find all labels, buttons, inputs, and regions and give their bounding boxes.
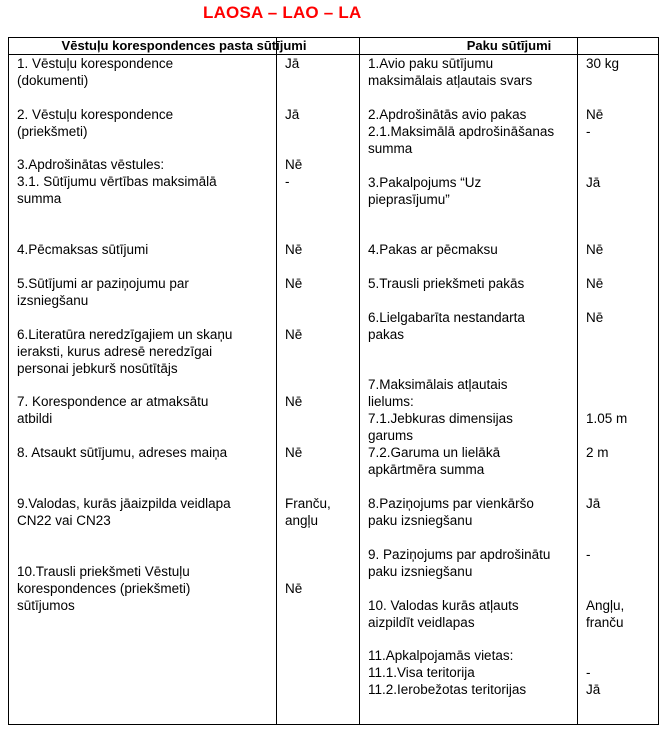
letter-row-label: 4.Pēcmaksas sūtījumi bbox=[17, 242, 149, 257]
parcel-row-value: Nē - bbox=[586, 107, 604, 139]
parcel-row-label: 3.Pakalpojums “Uz pieprasījumu” bbox=[368, 175, 482, 207]
letter-row-label: 3.Apdrošinātas vēstules: 3.1. Sūtījumu vērtības maksimālā summa bbox=[17, 157, 217, 206]
parcel-row-value: - Jā bbox=[586, 665, 601, 697]
letter-row-value: Nē bbox=[285, 242, 303, 257]
letter-row-label: 8. Atsaukt sūtījumu, adreses maiņa bbox=[17, 445, 228, 460]
column-divider bbox=[359, 38, 360, 724]
parcel-row-value: Jā bbox=[586, 175, 601, 190]
letter-row-label: 9.Valodas, kurās jāaizpilda veidlapa CN22 vai CN23 bbox=[17, 496, 231, 528]
letter-row-value: Nē bbox=[285, 394, 303, 409]
parcel-row-value: Nē bbox=[586, 242, 604, 257]
letter-row-value: Nē bbox=[285, 327, 303, 342]
column-divider bbox=[276, 38, 277, 724]
parcel-row-value: Angļu, franču bbox=[586, 598, 625, 630]
letter-row-label: 5.Sūtījumi ar paziņojumu par izsniegšanu bbox=[17, 276, 189, 308]
parcel-row-label: 1.Avio paku sūtījumu maksimālais atļautais svars bbox=[368, 56, 533, 88]
parcel-row-label: 11.Apkalpojamās vietas: 11.1.Visa teritorija 11.2.Ierobežotas teritorijas bbox=[368, 648, 527, 697]
letter-row-label: 10.Trausli priekšmeti Vēstuļu korespondences (priekšmeti) sūtījumos bbox=[17, 564, 191, 613]
parcel-row-label: 7.Maksimālais atļautais lielums: 7.1.Jebkuras dimensijas garums 7.2.Garuma un lielākā apkārtmēra summa bbox=[368, 377, 513, 477]
letter-row-label: 7. Korespondence ar atmaksātu atbildi bbox=[17, 394, 209, 426]
services-table bbox=[8, 37, 659, 725]
parcel-row-value: 30 kg bbox=[586, 56, 620, 71]
parcel-row-label: 5.Trausli priekšmeti pakās bbox=[368, 276, 525, 291]
letter-row-value: Jā bbox=[285, 107, 300, 122]
header-letter-items: Vēstuļu korespondences pasta sūtījumi bbox=[61, 38, 307, 53]
letter-row-value: Nē - bbox=[285, 157, 303, 189]
parcel-row-label: 6.Lielgabarīta nestandarta pakas bbox=[368, 310, 525, 342]
letter-row-value: Franču, angļu bbox=[285, 496, 331, 528]
page-title: LAOSA – LAO – LA bbox=[203, 3, 362, 22]
column-divider bbox=[577, 38, 578, 724]
letter-row-label: 2. Vēstuļu korespondence (priekšmeti) bbox=[17, 107, 174, 139]
parcel-row-label: 9. Paziņojums par apdrošinātu paku izsniegšanu bbox=[368, 547, 551, 579]
parcel-row-value: Jā bbox=[586, 496, 601, 511]
parcel-row-value: Nē bbox=[586, 276, 604, 291]
letter-row-value: Nē bbox=[285, 581, 303, 596]
parcel-row-label: 4.Pakas ar pēcmaksu bbox=[368, 242, 498, 257]
header-parcels: Paku sūtījumi bbox=[466, 38, 552, 53]
letter-row-value: Nē bbox=[285, 445, 303, 460]
letter-row-value: Nē bbox=[285, 276, 303, 291]
letter-row-label: 1. Vēstuļu korespondence (dokumenti) bbox=[17, 56, 174, 88]
parcel-row-label: 10. Valodas kurās atļauts aizpildīt veidlapas bbox=[368, 598, 519, 630]
letter-row-value: Jā bbox=[285, 56, 300, 71]
parcel-row-value: 1.05 m 2 m bbox=[586, 411, 628, 460]
parcel-row-value: Nē bbox=[586, 310, 604, 325]
parcel-row-label: 2.Apdrošinātās avio pakas 2.1.Maksimālā apdrošināšanas summa bbox=[368, 107, 555, 156]
parcel-row-label: 8.Paziņojums par vienkāršo paku izsniegšanu bbox=[368, 496, 534, 528]
letter-row-label: 6.Literatūra neredzīgajiem un skaņu ieraksti, kurus adresē neredzīgai personai jebkurš nosūtītājs bbox=[17, 327, 233, 376]
parcel-row-value: - bbox=[586, 547, 591, 562]
